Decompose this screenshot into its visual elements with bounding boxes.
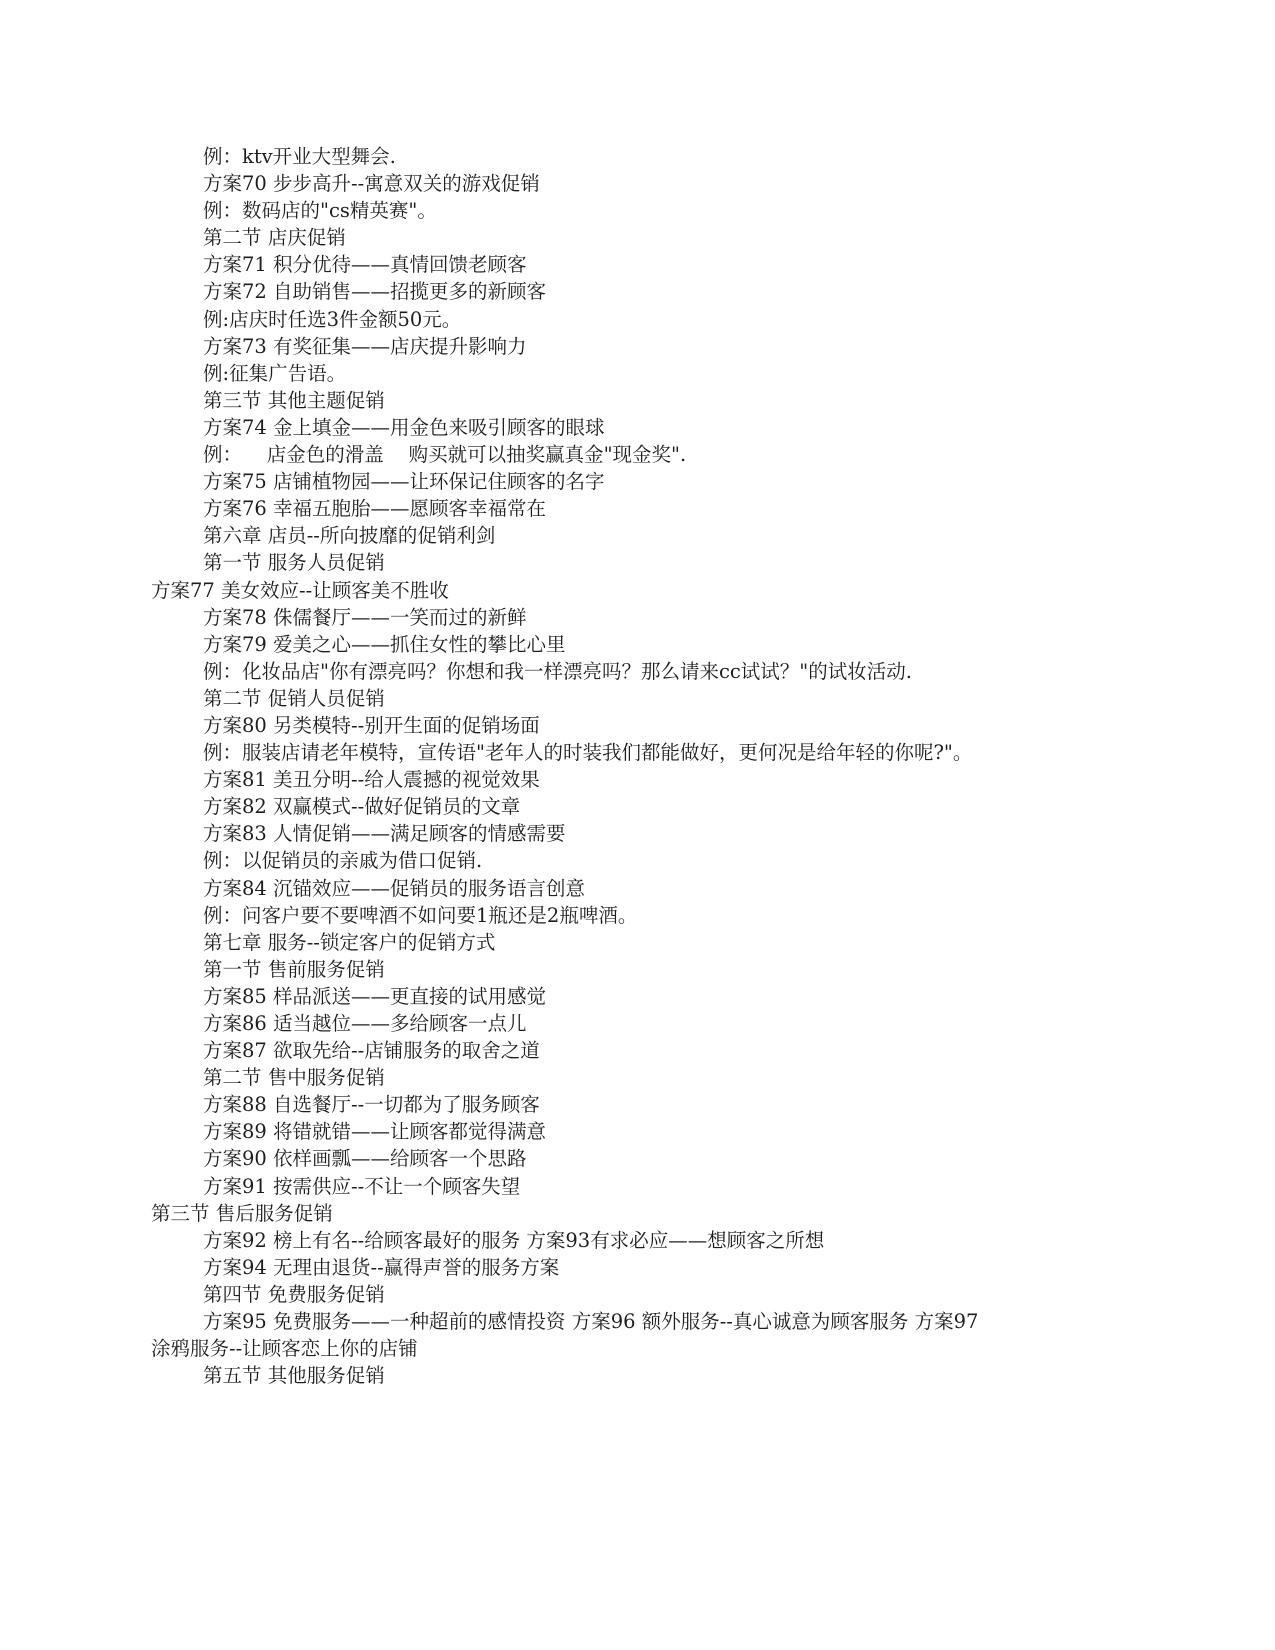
text-line: 例：以促销员的亲戚为借口促销.: [203, 849, 483, 873]
text-line: 第二节 售中服务促销: [203, 1066, 385, 1090]
text-line: 第一节 服务人员促销: [203, 551, 385, 575]
text-line: 方案73 有奖征集——店庆提升影响力: [203, 334, 527, 358]
text-line: 方案72 自助销售——招揽更多的新顾客: [203, 280, 547, 304]
text-line: 方案70 步步高升--寓意双关的游戏促销: [203, 172, 540, 196]
document-body: [151, 143, 1231, 1389]
text-line: 方案85 样品派送——更直接的试用感觉: [203, 984, 547, 1008]
text-line: 方案80 另类模特--别开生面的促销场面: [203, 713, 540, 737]
text-line: 方案94 无理由退货--赢得声誉的服务方案: [203, 1255, 560, 1279]
text-line: 第三节 其他主题促销: [203, 388, 385, 412]
text-line: 例:征集广告语。: [203, 361, 347, 385]
text-line: 第二节 促销人员促销: [203, 686, 385, 710]
text-line: 方案81 美丑分明--给人震撼的视觉效果: [203, 768, 540, 792]
text-line: 第七章 服务--锁定客户的促销方式: [203, 930, 496, 954]
text-line: 方案91 按需供应--不让一个顾客失望: [203, 1174, 521, 1198]
text-line: 例：数码店的"cs精英赛"。: [203, 199, 437, 223]
text-line: 方案90 依样画瓢——给顾客一个思路: [203, 1147, 527, 1171]
text-line: 方案76 幸福五胞胎——愿顾客幸福常在: [203, 497, 547, 521]
text-line: 第一节 售前服务促销: [203, 957, 385, 981]
text-line: 例：问客户要不要啤酒不如问要1瓶还是2瓶啤酒。: [203, 903, 638, 927]
text-line: 第四节 免费服务促销: [203, 1282, 385, 1306]
text-line: 方案74 金上填金——用金色来吸引顾客的眼球: [203, 415, 605, 439]
text-line: 例：ktv开业大型舞会.: [203, 145, 396, 168]
text-line: 第六章 店员--所向披靡的促销利剑: [203, 524, 496, 548]
text-line: 涂鸦服务--让顾客恋上你的店铺: [151, 1337, 418, 1361]
text-line: 例：服装店请老年模特，宣传语"老年人的时装我们都能做好，更何况是给年轻的你呢?"。: [203, 741, 973, 765]
text-line: 方案79 爱美之心——抓住女性的攀比心里: [203, 632, 566, 656]
text-line: 方案71 积分优待——真情回馈老顾客: [203, 253, 527, 277]
text-line: 方案82 双赢模式--做好促销员的文章: [203, 795, 521, 819]
text-line: 第五节 其他服务促销: [203, 1364, 385, 1388]
text-line: 方案86 适当越位——多给顾客一点儿: [203, 1012, 527, 1035]
text-line: 第二节 店庆促销: [203, 226, 346, 250]
text-line: 方案87 欲取先给--店铺服务的取舍之道: [203, 1039, 540, 1063]
text-line: 方案88 自选餐厅--一切都为了服务顾客: [203, 1093, 540, 1117]
text-line: 方案78 侏儒餐厅——一笑而过的新鲜: [203, 605, 527, 629]
text-line: 方案84 沉锚效应——促销员的服务语言创意: [203, 876, 586, 900]
text-line: 方案83 人情促销——满足顾客的情感需要: [203, 822, 566, 846]
text-line: 例：化妆品店"你有漂亮吗？你想和我一样漂亮吗？那么请来cc试试？"的试妆活动.: [203, 659, 912, 683]
text-line: 方案75 店铺植物园——让环保记住顾客的名字: [203, 470, 605, 494]
text-line: 第三节 售后服务促销: [151, 1201, 333, 1225]
text-line: 例： 店金色的滑盖 购买就可以抽奖赢真金"现金奖".: [203, 443, 687, 467]
text-line: 方案77 美女效应--让顾客美不胜收: [151, 578, 449, 602]
text-line: 方案95 免费服务——一种超前的感情投资 方案96 额外服务--真心诚意为顾客服务 方案97: [203, 1310, 979, 1334]
text-line: 例:店庆时任选3件金额50元。: [203, 307, 462, 331]
text-line: 方案92 榜上有名--给顾客最好的服务 方案93有求必应——想顾客之所想: [203, 1228, 825, 1252]
text-line: 方案89 将错就错——让顾客都觉得满意: [203, 1120, 547, 1144]
